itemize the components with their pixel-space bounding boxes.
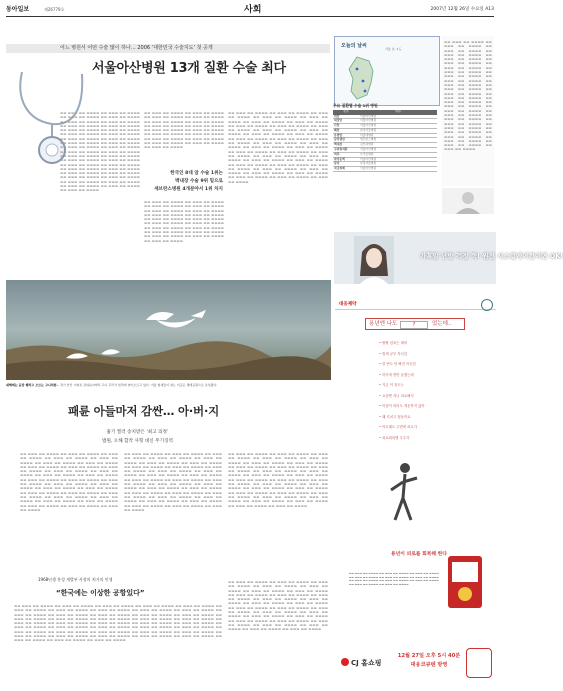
photo-caption	[6, 383, 331, 387]
ad-copy: 용년이 피로를 회복해 한다	[391, 552, 447, 557]
side-column	[442, 36, 494, 186]
table-cell: 서울아산병원	[359, 147, 437, 152]
surgery-table	[333, 110, 437, 172]
korea-map-icon	[343, 55, 381, 101]
table-cell: 서울아산병원	[359, 119, 437, 124]
list-item: • 왜 지치고 힘들까요	[379, 412, 425, 423]
list-item: • 밤새 공부 자신감	[379, 349, 425, 360]
air-time	[395, 652, 463, 670]
ad-list	[379, 338, 425, 443]
ad-question	[365, 318, 465, 330]
list-item: • 요즘엔 자나 피로해지	[379, 391, 425, 402]
caption-text: 경기 안산 시화호 갈대습지에서 고니 무리가 힘차게 날아오르고 있다. 겨울 철새들이 찾는 이곳은 생태공원으로 조성됐다.	[60, 383, 218, 387]
ad-logo: 대웅제약	[339, 302, 357, 307]
table-header: 분류	[333, 110, 359, 115]
lead-body-col2: ▬▬ ▬▬▬ ▬▬ ▬▬▬▬ ▬▬ ▬▬▬ ▬▬ ▬▬▬▬ ▬▬ ▬▬▬ ▬▬ ▬▬▬▬ ▬▬ ▬▬▬ ▬▬ ▬▬▬▬ ▬▬ ▬▬▬ ▬▬ ▬▬▬▬ ▬▬ ▬▬▬ ▬▬ ▬▬▬▬ ▬▬ ▬▬▬ ▬▬ ▬▬▬▬ ▬▬ ▬▬▬ ▬▬ ▬▬▬▬ ▬▬ ▬▬▬ ▬▬ ▬▬▬▬ ▬▬ ▬▬▬ ▬▬ ▬▬▬▬ ▬▬ ▬▬▬ ▬▬ ▬▬▬▬ ▬▬ ▬▬▬ ▬▬ ▬▬▬▬ ▬▬ ▬▬▬ ▬▬ ▬▬▬▬ ▬▬ ▬▬▬ ▬▬ ▬▬▬▬ ▬▬ ▬▬▬ ▬▬ ▬▬▬▬ ▬▬ ▬▬▬ ▬▬ ▬▬▬▬ ▬▬ ▬▬▬ ▬▬ ▬▬▬▬	[144, 111, 224, 150]
list-item: • 피로회복엔 우루사	[379, 433, 425, 444]
table-cell: 유방암	[333, 133, 359, 138]
issue-number: 제26779호	[44, 7, 65, 12]
list-item: • 아침이 되어도 개운하지 않아	[379, 401, 425, 412]
ad-figure-illustration	[363, 442, 443, 532]
issue-date: 2007년 12월 26일 수요일 A13	[430, 7, 494, 12]
weather-box	[334, 36, 440, 106]
ad-footer	[335, 630, 496, 688]
lead-headline: 서울아산병원 13개 질환 수술 최다	[92, 61, 286, 76]
table-cell: 담낭	[333, 162, 359, 167]
sponsor-logo	[341, 658, 381, 668]
masthead	[6, 3, 494, 17]
ad-body-text: ▬▬ ▬▬▬ ▬▬ ▬▬▬▬ ▬▬ ▬▬▬ ▬▬ ▬▬▬▬ ▬▬ ▬▬▬ ▬▬ ▬▬▬▬ ▬▬ ▬▬▬ ▬▬ ▬▬▬▬ ▬▬ ▬▬▬ ▬▬ ▬▬▬▬ ▬▬ ▬▬▬ ▬▬ ▬▬▬▬ ▬▬ ▬▬▬ ▬▬ ▬▬▬▬ ▬▬ ▬▬▬ ▬▬ ▬▬▬▬ ▬▬ ▬▬▬ ▬▬ ▬▬▬▬ ▬▬ ▬▬▬ ▬▬ ▬▬▬▬ ▬▬ ▬▬▬ ▬▬ ▬▬▬▬	[349, 572, 439, 586]
surgery-table-box	[333, 103, 437, 172]
aircon-slogan: 가혹말 난방 걱정 뚝! 원전 시스템에어컨이면 OK!	[420, 252, 563, 260]
story2-subhead-1: 흉기 찔러 송치받은 ‘최고 의정’	[106, 430, 169, 435]
model-photo	[354, 236, 394, 284]
ad-question-blank: ?	[400, 321, 428, 329]
table-cell: 삼성서울병원	[359, 162, 437, 167]
table-cell: 서울아산병원	[359, 167, 437, 172]
story2-subheads	[102, 428, 173, 446]
story3-kicker: 1968년생 홍성 개발부 사장의 처가의 인생	[38, 577, 113, 582]
product-badge-icon	[466, 648, 492, 678]
weather-title: 오늘의 날씨	[341, 43, 367, 49]
story2-body-col3: ▬▬ ▬▬▬ ▬▬ ▬▬▬▬ ▬▬ ▬▬▬ ▬▬ ▬▬▬▬ ▬▬ ▬▬▬ ▬▬ ▬▬▬▬ ▬▬ ▬▬▬ ▬▬ ▬▬▬▬ ▬▬ ▬▬▬ ▬▬ ▬▬▬▬ ▬▬ ▬▬▬ ▬▬ ▬▬▬▬ ▬▬ ▬▬▬ ▬▬ ▬▬▬▬ ▬▬ ▬▬▬ ▬▬ ▬▬▬▬ ▬▬ ▬▬▬ ▬▬ ▬▬▬▬ ▬▬ ▬▬▬ ▬▬ ▬▬▬▬ ▬▬ ▬▬▬ ▬▬ ▬▬▬▬ ▬▬ ▬▬▬ ▬▬ ▬▬▬▬ ▬▬ ▬▬▬ ▬▬ ▬▬▬▬ ▬▬ ▬▬▬ ▬▬ ▬▬▬▬ ▬▬ ▬▬▬ ▬▬ ▬▬▬▬ ▬▬ ▬▬▬ ▬▬ ▬▬▬▬ ▬▬ ▬▬▬ ▬▬ ▬▬▬▬ ▬▬ ▬▬▬ ▬▬ ▬▬▬▬ ▬▬ ▬▬▬ ▬▬ ▬▬▬▬ ▬▬ ▬▬▬ ▬▬ ▬▬▬▬ ▬▬ ▬▬▬ ▬▬ ▬▬▬▬ ▬▬ ▬▬▬ ▬▬ ▬▬▬▬ ▬▬ ▬▬▬ ▬▬ ▬▬▬▬ ▬▬ ▬▬▬ ▬▬ ▬▬▬▬ ▬▬ ▬▬▬ ▬▬ ▬▬▬▬ ▬▬ ▬▬▬ ▬▬ ▬▬▬▬ ▬▬ ▬▬▬ ▬▬ ▬▬▬▬ ▬▬ ▬▬▬ ▬▬ ▬▬▬▬ ▬▬ ▬▬▬ ▬▬ ▬▬▬▬ ▬▬ ▬▬▬ ▬▬ ▬▬▬▬	[228, 452, 328, 508]
table-cell: 대장암	[333, 119, 359, 124]
pharma-ad	[335, 300, 496, 688]
surgery-table-title: 주요 질환별 수술 1위 병원	[333, 103, 378, 108]
lead-body-col3: ▬▬ ▬▬▬ ▬▬ ▬▬▬▬ ▬▬ ▬▬▬ ▬▬ ▬▬▬▬ ▬▬ ▬▬▬ ▬▬ ▬▬▬▬ ▬▬ ▬▬▬ ▬▬ ▬▬▬▬ ▬▬ ▬▬▬ ▬▬ ▬▬▬▬ ▬▬ ▬▬▬ ▬▬ ▬▬▬▬ ▬▬ ▬▬▬ ▬▬ ▬▬▬▬ ▬▬ ▬▬▬ ▬▬ ▬▬▬▬ ▬▬ ▬▬▬ ▬▬ ▬▬▬▬ ▬▬ ▬▬▬ ▬▬ ▬▬▬▬ ▬▬ ▬▬▬ ▬▬ ▬▬▬▬ ▬▬ ▬▬▬ ▬▬ ▬▬▬▬ ▬▬ ▬▬▬ ▬▬ ▬▬▬▬ ▬▬ ▬▬▬ ▬▬ ▬▬▬▬ ▬▬ ▬▬▬ ▬▬ ▬▬▬▬ ▬▬ ▬▬▬ ▬▬ ▬▬▬▬ ▬▬ ▬▬▬ ▬▬ ▬▬▬▬ ▬▬ ▬▬▬ ▬▬ ▬▬▬▬ ▬▬ ▬▬▬ ▬▬ ▬▬▬▬	[144, 200, 224, 243]
table-cell: 서울아산병원	[359, 115, 437, 119]
table-cell: 세브란스병원	[359, 138, 437, 143]
lead-subhead-2: 백내장 수술 9위 밑으로	[175, 179, 223, 184]
table-cell: 서울대병원	[359, 133, 437, 138]
list-item: • 한 번도 안 빠진 자신감	[379, 359, 425, 370]
story3-body: ▬▬ ▬▬▬ ▬▬ ▬▬▬▬ ▬▬ ▬▬▬ ▬▬ ▬▬▬▬ ▬▬ ▬▬▬ ▬▬ ▬▬▬▬ ▬▬ ▬▬▬ ▬▬ ▬▬▬▬ ▬▬ ▬▬▬ ▬▬ ▬▬▬▬ ▬▬ ▬▬▬ ▬▬ ▬▬▬▬ ▬▬ ▬▬▬ ▬▬ ▬▬▬▬ ▬▬ ▬▬▬ ▬▬ ▬▬▬▬ ▬▬ ▬▬▬ ▬▬ ▬▬▬▬ ▬▬ ▬▬▬ ▬▬ ▬▬▬▬ ▬▬ ▬▬▬ ▬▬ ▬▬▬▬ ▬▬ ▬▬▬ ▬▬ ▬▬▬▬ ▬▬ ▬▬▬ ▬▬ ▬▬▬▬ ▬▬ ▬▬▬ ▬▬ ▬▬▬▬ ▬▬ ▬▬▬ ▬▬ ▬▬▬▬ ▬▬ ▬▬▬ ▬▬ ▬▬▬▬ ▬▬ ▬▬▬ ▬▬ ▬▬▬▬ ▬▬ ▬▬▬ ▬▬ ▬▬▬▬ ▬▬ ▬▬▬ ▬▬ ▬▬▬▬ ▬▬ ▬▬▬ ▬▬ ▬▬▬▬ ▬▬ ▬▬▬ ▬▬ ▬▬▬▬ ▬▬ ▬▬▬ ▬▬ ▬▬▬▬ ▬▬ ▬▬▬ ▬▬ ▬▬▬▬ ▬▬ ▬▬▬ ▬▬ ▬▬▬▬ ▬▬ ▬▬▬ ▬▬ ▬▬▬▬ ▬▬ ▬▬▬ ▬▬ ▬▬▬▬ ▬▬ ▬▬▬ ▬▬ ▬▬▬▬ ▬▬ ▬▬▬ ▬▬ ▬▬▬▬ ▬▬ ▬▬▬ ▬▬ ▬▬▬▬ ▬▬ ▬▬▬ ▬▬ ▬▬▬▬ ▬▬ ▬▬▬ ▬▬ ▬▬▬▬ ▬▬ ▬▬▬ ▬▬ ▬▬▬▬ ▬▬ ▬▬▬ ▬▬ ▬▬▬▬ ▬▬ ▬▬▬ ▬▬ ▬▬▬▬ ▬▬ ▬▬▬ ▬▬ ▬▬▬▬ ▬▬ ▬▬▬ ▬▬ ▬▬▬▬ ▬▬ ▬▬▬ ▬▬ ▬▬▬▬ ▬▬ ▬▬▬ ▬▬ ▬▬▬▬ ▬▬ ▬▬▬ ▬▬ ▬▬▬▬ ▬▬ ▬▬▬ ▬▬ ▬▬▬▬ ▬▬ ▬▬▬ ▬▬ ▬▬▬▬ ▬▬ ▬▬▬ ▬▬ ▬▬▬▬ ▬▬ ▬▬▬ ▬▬ ▬▬▬▬	[14, 604, 222, 643]
ad-question-right: 었는데..	[432, 321, 452, 327]
list-item: • 하루에 발만 올했는데	[379, 370, 425, 381]
story2-headline: 패륜 아들마저 감싼… 아·버·지	[68, 404, 220, 418]
story2-body-col1: ▬▬ ▬▬▬ ▬▬ ▬▬▬▬ ▬▬ ▬▬▬ ▬▬ ▬▬▬▬ ▬▬ ▬▬▬ ▬▬ ▬▬▬▬ ▬▬ ▬▬▬ ▬▬ ▬▬▬▬ ▬▬ ▬▬▬ ▬▬ ▬▬▬▬ ▬▬ ▬▬▬ ▬▬ ▬▬▬▬ ▬▬ ▬▬▬ ▬▬ ▬▬▬▬ ▬▬ ▬▬▬ ▬▬ ▬▬▬▬ ▬▬ ▬▬▬ ▬▬ ▬▬▬▬ ▬▬ ▬▬▬ ▬▬ ▬▬▬▬ ▬▬ ▬▬▬ ▬▬ ▬▬▬▬ ▬▬ ▬▬▬ ▬▬ ▬▬▬▬ ▬▬ ▬▬▬ ▬▬ ▬▬▬▬ ▬▬ ▬▬▬ ▬▬ ▬▬▬▬ ▬▬ ▬▬▬ ▬▬ ▬▬▬▬ ▬▬ ▬▬▬ ▬▬ ▬▬▬▬ ▬▬ ▬▬▬ ▬▬ ▬▬▬▬ ▬▬ ▬▬▬ ▬▬ ▬▬▬▬ ▬▬ ▬▬▬ ▬▬ ▬▬▬▬ ▬▬ ▬▬▬ ▬▬ ▬▬▬▬ ▬▬ ▬▬▬ ▬▬ ▬▬▬▬ ▬▬ ▬▬▬ ▬▬ ▬▬▬▬ ▬▬ ▬▬▬ ▬▬ ▬▬▬▬ ▬▬ ▬▬▬ ▬▬ ▬▬▬▬ ▬▬ ▬▬▬ ▬▬ ▬▬▬▬ ▬▬ ▬▬▬ ▬▬ ▬▬▬▬ ▬▬ ▬▬▬ ▬▬ ▬▬▬▬ ▬▬ ▬▬▬ ▬▬ ▬▬▬▬ ▬▬ ▬▬▬ ▬▬ ▬▬▬▬ ▬▬ ▬▬▬ ▬▬ ▬▬▬▬ ▬▬ ▬▬▬ ▬▬ ▬▬▬▬	[20, 452, 118, 512]
table-cell: 폐암	[333, 128, 359, 133]
table-cell: 간암	[333, 124, 359, 129]
paper-name: 동아일보	[6, 6, 30, 13]
lead-body-col4: ▬▬ ▬▬▬ ▬▬ ▬▬▬▬ ▬▬ ▬▬▬ ▬▬ ▬▬▬▬ ▬▬ ▬▬▬ ▬▬ ▬▬▬▬ ▬▬ ▬▬▬ ▬▬ ▬▬▬▬ ▬▬ ▬▬▬ ▬▬ ▬▬▬▬ ▬▬ ▬▬▬ ▬▬ ▬▬▬▬ ▬▬ ▬▬▬ ▬▬ ▬▬▬▬ ▬▬ ▬▬▬ ▬▬ ▬▬▬▬ ▬▬ ▬▬▬ ▬▬ ▬▬▬▬ ▬▬ ▬▬▬ ▬▬ ▬▬▬▬ ▬▬ ▬▬▬ ▬▬ ▬▬▬▬ ▬▬ ▬▬▬ ▬▬ ▬▬▬▬ ▬▬ ▬▬▬ ▬▬ ▬▬▬▬ ▬▬ ▬▬▬ ▬▬ ▬▬▬▬ ▬▬ ▬▬▬ ▬▬ ▬▬▬▬ ▬▬ ▬▬▬ ▬▬ ▬▬▬▬ ▬▬ ▬▬▬ ▬▬ ▬▬▬▬ ▬▬ ▬▬▬ ▬▬ ▬▬▬▬ ▬▬ ▬▬▬ ▬▬ ▬▬▬▬ ▬▬ ▬▬▬ ▬▬ ▬▬▬▬ ▬▬ ▬▬▬ ▬▬ ▬▬▬▬ ▬▬ ▬▬▬ ▬▬ ▬▬▬▬ ▬▬ ▬▬▬ ▬▬ ▬▬▬▬ ▬▬ ▬▬▬ ▬▬ ▬▬▬▬ ▬▬ ▬▬▬ ▬▬ ▬▬▬▬ ▬▬ ▬▬▬ ▬▬ ▬▬▬▬ ▬▬ ▬▬▬ ▬▬ ▬▬▬▬ ▬▬ ▬▬▬ ▬▬ ▬▬▬▬ ▬▬ ▬▬▬ ▬▬ ▬▬▬▬ ▬▬ ▬▬▬ ▬▬ ▬▬▬▬ ▬▬ ▬▬▬ ▬▬ ▬▬▬▬ ▬▬ ▬▬▬ ▬▬ ▬▬▬▬ ▬▬ ▬▬▬ ▬▬ ▬▬▬▬ ▬▬ ▬▬▬ ▬▬ ▬▬▬▬ ▬▬ ▬▬▬ ▬▬ ▬▬▬▬ ▬▬ ▬▬▬ ▬▬ ▬▬▬▬ ▬▬ ▬▬▬ ▬▬ ▬▬▬▬ ▬▬ ▬▬▬ ▬▬ ▬▬▬▬	[228, 111, 328, 184]
air-time-line-2: 대웅코큐텐 방영	[410, 662, 448, 668]
lead-subhead-1: 한국인 8대 암 수술 1위는	[170, 171, 223, 176]
table-cell: 삼성서울병원	[359, 128, 437, 133]
list-item: • 팔팔 넘치는 체력	[379, 338, 425, 349]
sponsor-name: CJ 홈쇼핑	[351, 659, 382, 667]
story2-subhead-2: 법원, 오해 합작 사형 대신 무기징역	[102, 439, 173, 444]
lead-subheads	[143, 170, 223, 194]
lead-subhead-3: 세브란스병원 4개분야서 1위 차지	[154, 187, 223, 192]
ad-question-left: 용년엔 나도	[369, 321, 398, 327]
table-cell: 우리들병원	[359, 152, 437, 157]
swan-photo	[6, 280, 331, 380]
table-cell: 자궁절제	[333, 167, 359, 172]
table-cell: 고관절치환	[333, 147, 359, 152]
table-cell: 위암	[333, 115, 359, 119]
side-column-text: ▬▬ ▬▬▬ ▬▬ ▬▬▬▬ ▬▬ ▬▬▬ ▬▬ ▬▬▬▬ ▬▬ ▬▬▬ ▬▬ ▬▬▬▬ ▬▬ ▬▬▬ ▬▬ ▬▬▬▬ ▬▬ ▬▬▬ ▬▬ ▬▬▬▬ ▬▬ ▬▬▬ ▬▬ ▬▬▬▬ ▬▬ ▬▬▬ ▬▬ ▬▬▬▬ ▬▬ ▬▬▬ ▬▬ ▬▬▬▬ ▬▬ ▬▬▬ ▬▬ ▬▬▬▬ ▬▬ ▬▬▬ ▬▬ ▬▬▬▬ ▬▬ ▬▬▬ ▬▬ ▬▬▬▬ ▬▬ ▬▬▬ ▬▬ ▬▬▬▬ ▬▬ ▬▬▬ ▬▬ ▬▬▬▬ ▬▬ ▬▬▬ ▬▬ ▬▬▬▬ ▬▬ ▬▬▬ ▬▬ ▬▬▬▬ ▬▬ ▬▬▬ ▬▬ ▬▬▬▬ ▬▬ ▬▬▬ ▬▬ ▬▬▬▬ ▬▬ ▬▬▬ ▬▬ ▬▬▬▬ ▬▬ ▬▬▬ ▬▬ ▬▬▬▬ ▬▬ ▬▬▬ ▬▬ ▬▬▬▬ ▬▬ ▬▬▬ ▬▬ ▬▬▬▬ ▬▬ ▬▬▬ ▬▬ ▬▬▬▬ ▬▬ ▬▬▬ ▬▬ ▬▬▬▬ ▬▬ ▬▬▬ ▬▬ ▬▬▬▬ ▬▬ ▬▬▬ ▬▬ ▬▬▬▬ ▬▬ ▬▬▬ ▬▬ ▬▬▬▬	[444, 40, 492, 152]
list-item: • 지금 이 정도는	[379, 380, 425, 391]
table-header: 병원	[359, 110, 437, 115]
table-row	[333, 167, 437, 172]
section-title: 사회	[244, 5, 262, 15]
story3-headline: “한국에는 이상한 공항있다”	[56, 589, 145, 597]
lead-kicker: 어느 병원서 어떤 수술 많이 하나… 2006 ‘대한민국 수술지도’ 첫 공개	[60, 45, 213, 51]
aircon-ad	[334, 232, 563, 284]
caption-title: 새해에는 웅장 꿰차고 오르는 고니처럼~	[6, 383, 60, 387]
story2-body-col2: ▬▬ ▬▬▬ ▬▬ ▬▬▬▬ ▬▬ ▬▬▬ ▬▬ ▬▬▬▬ ▬▬ ▬▬▬ ▬▬ ▬▬▬▬ ▬▬ ▬▬▬ ▬▬ ▬▬▬▬ ▬▬ ▬▬▬ ▬▬ ▬▬▬▬ ▬▬ ▬▬▬ ▬▬ ▬▬▬▬ ▬▬ ▬▬▬ ▬▬ ▬▬▬▬ ▬▬ ▬▬▬ ▬▬ ▬▬▬▬ ▬▬ ▬▬▬ ▬▬ ▬▬▬▬ ▬▬ ▬▬▬ ▬▬ ▬▬▬▬ ▬▬ ▬▬▬ ▬▬ ▬▬▬▬ ▬▬ ▬▬▬ ▬▬ ▬▬▬▬ ▬▬ ▬▬▬ ▬▬ ▬▬▬▬ ▬▬ ▬▬▬ ▬▬ ▬▬▬▬ ▬▬ ▬▬▬ ▬▬ ▬▬▬▬ ▬▬ ▬▬▬ ▬▬ ▬▬▬▬ ▬▬ ▬▬▬ ▬▬ ▬▬▬▬ ▬▬ ▬▬▬ ▬▬ ▬▬▬▬ ▬▬ ▬▬▬ ▬▬ ▬▬▬▬ ▬▬ ▬▬▬ ▬▬ ▬▬▬▬ ▬▬ ▬▬▬ ▬▬ ▬▬▬▬ ▬▬ ▬▬▬ ▬▬ ▬▬▬▬ ▬▬ ▬▬▬ ▬▬ ▬▬▬▬ ▬▬ ▬▬▬ ▬▬ ▬▬▬▬ ▬▬ ▬▬▬ ▬▬ ▬▬▬▬ ▬▬ ▬▬▬ ▬▬ ▬▬▬▬ ▬▬ ▬▬▬ ▬▬ ▬▬▬▬ ▬▬ ▬▬▬ ▬▬ ▬▬▬▬ ▬▬ ▬▬▬ ▬▬ ▬▬▬▬ ▬▬ ▬▬▬ ▬▬ ▬▬▬▬ ▬▬ ▬▬▬ ▬▬ ▬▬▬▬	[124, 452, 222, 512]
table-cell: 서울아산병원	[359, 157, 437, 162]
table-cell: 척추	[333, 152, 359, 157]
product-box-icon	[442, 550, 490, 612]
list-item: • 아무래도 주변에 피로가	[379, 422, 425, 433]
cj-dot-icon	[341, 658, 349, 666]
table-cell: 관상동맥	[333, 157, 359, 162]
table-cell: 백내장	[333, 143, 359, 148]
weather-note: 서울 낮 -1도	[385, 47, 402, 51]
ad-seal-icon	[481, 299, 493, 311]
air-time-line-1: 12월 27일 오후 5시 40분	[397, 653, 461, 659]
lead-body-col1: ▬▬ ▬▬▬ ▬▬ ▬▬▬▬ ▬▬ ▬▬▬ ▬▬ ▬▬▬▬ ▬▬ ▬▬▬ ▬▬ ▬▬▬▬ ▬▬ ▬▬▬ ▬▬ ▬▬▬▬ ▬▬ ▬▬▬ ▬▬ ▬▬▬▬ ▬▬ ▬▬▬ ▬▬ ▬▬▬▬ ▬▬ ▬▬▬ ▬▬ ▬▬▬▬ ▬▬ ▬▬▬ ▬▬ ▬▬▬▬ ▬▬ ▬▬▬ ▬▬ ▬▬▬▬ ▬▬ ▬▬▬ ▬▬ ▬▬▬▬ ▬▬ ▬▬▬ ▬▬ ▬▬▬▬ ▬▬ ▬▬▬ ▬▬ ▬▬▬▬ ▬▬ ▬▬▬ ▬▬ ▬▬▬▬ ▬▬ ▬▬▬ ▬▬ ▬▬▬▬ ▬▬ ▬▬▬ ▬▬ ▬▬▬▬ ▬▬ ▬▬▬ ▬▬ ▬▬▬▬ ▬▬ ▬▬▬ ▬▬ ▬▬▬▬ ▬▬ ▬▬▬ ▬▬ ▬▬▬▬ ▬▬ ▬▬▬ ▬▬ ▬▬▬▬ ▬▬ ▬▬▬ ▬▬ ▬▬▬▬ ▬▬ ▬▬▬ ▬▬ ▬▬▬▬ ▬▬ ▬▬▬ ▬▬ ▬▬▬▬ ▬▬ ▬▬▬ ▬▬ ▬▬▬▬ ▬▬ ▬▬▬ ▬▬ ▬▬▬▬ ▬▬ ▬▬▬ ▬▬ ▬▬▬▬ ▬▬ ▬▬▬ ▬▬ ▬▬▬▬ ▬▬ ▬▬▬ ▬▬ ▬▬▬▬ ▬▬ ▬▬▬ ▬▬ ▬▬▬▬ ▬▬ ▬▬▬ ▬▬ ▬▬▬▬ ▬▬ ▬▬▬ ▬▬ ▬▬▬▬ ▬▬ ▬▬▬ ▬▬ ▬▬▬▬ ▬▬ ▬▬▬ ▬▬ ▬▬▬▬ ▬▬ ▬▬▬ ▬▬ ▬▬▬▬ ▬▬ ▬▬▬ ▬▬ ▬▬▬▬ ▬▬ ▬▬▬ ▬▬ ▬▬▬▬ ▬▬ ▬▬▬ ▬▬ ▬▬▬▬ ▬▬ ▬▬▬ ▬▬ ▬▬▬▬	[60, 111, 140, 193]
table-cell: 김안과병원	[359, 143, 437, 148]
table-cell: 갑상샘암	[333, 138, 359, 143]
ad-header	[335, 300, 496, 310]
table-cell: 서울아산병원	[359, 124, 437, 129]
columnist-portrait	[442, 188, 494, 214]
story3-side: ▬▬ ▬▬▬ ▬▬ ▬▬▬▬ ▬▬ ▬▬▬ ▬▬ ▬▬▬▬ ▬▬ ▬▬▬ ▬▬ ▬▬▬▬ ▬▬ ▬▬▬ ▬▬ ▬▬▬▬ ▬▬ ▬▬▬ ▬▬ ▬▬▬▬ ▬▬ ▬▬▬ ▬▬ ▬▬▬▬ ▬▬ ▬▬▬ ▬▬ ▬▬▬▬ ▬▬ ▬▬▬ ▬▬ ▬▬▬▬ ▬▬ ▬▬▬ ▬▬ ▬▬▬▬ ▬▬ ▬▬▬ ▬▬ ▬▬▬▬ ▬▬ ▬▬▬ ▬▬ ▬▬▬▬ ▬▬ ▬▬▬ ▬▬ ▬▬▬▬ ▬▬ ▬▬▬ ▬▬ ▬▬▬▬ ▬▬ ▬▬▬ ▬▬ ▬▬▬▬ ▬▬ ▬▬▬ ▬▬ ▬▬▬▬ ▬▬ ▬▬▬ ▬▬ ▬▬▬▬ ▬▬ ▬▬▬ ▬▬ ▬▬▬▬ ▬▬ ▬▬▬ ▬▬ ▬▬▬▬ ▬▬ ▬▬▬ ▬▬ ▬▬▬▬ ▬▬ ▬▬▬ ▬▬ ▬▬▬▬ ▬▬ ▬▬▬ ▬▬ ▬▬▬▬ ▬▬ ▬▬▬ ▬▬ ▬▬▬▬ ▬▬ ▬▬▬ ▬▬ ▬▬▬▬ ▬▬ ▬▬▬ ▬▬ ▬▬▬▬ ▬▬ ▬▬▬ ▬▬ ▬▬▬▬ ▬▬ ▬▬▬ ▬▬ ▬▬▬▬ ▬▬ ▬▬▬ ▬▬ ▬▬▬▬ ▬▬ ▬▬▬ ▬▬ ▬▬▬▬	[228, 580, 328, 632]
